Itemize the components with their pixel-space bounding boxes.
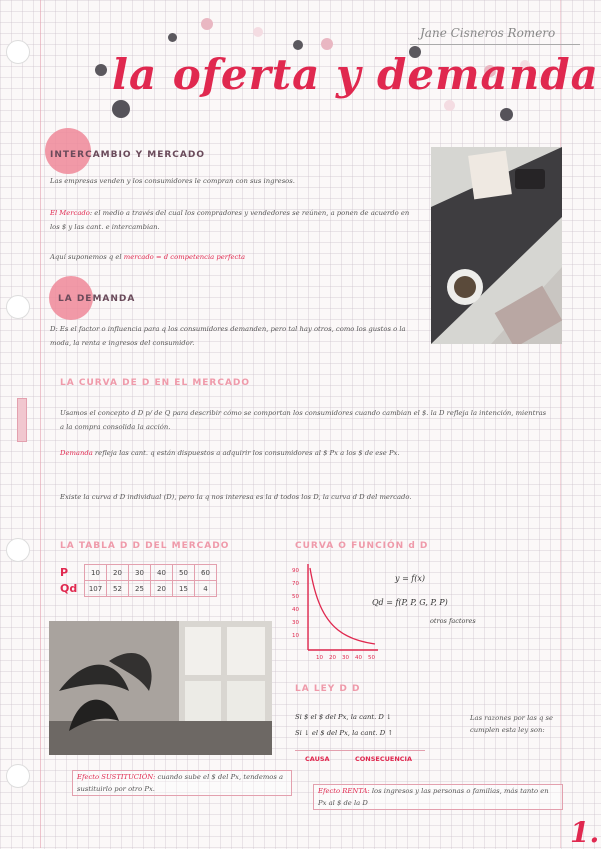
law-side-note: Las razones por las q se cumplen esta ley son: — [470, 714, 553, 734]
x-tick-label: 30 — [342, 655, 349, 661]
paragraph: El Mercado: el medio a través del cual los compradores y vendedores se reúnen, a ponen de acuerdo en los $ y las cant. e intercambian. — [50, 209, 410, 231]
formula-note: otros factores — [430, 617, 476, 625]
table-cell: 40 — [151, 565, 173, 581]
decor-dot — [253, 27, 263, 37]
table-cell: 10 — [85, 565, 107, 581]
x-tick-label: 20 — [329, 655, 336, 661]
x-tick-label: 10 — [316, 655, 323, 661]
note-income: Efecto RENTA: los ingresos y las personas o familias, más tanto en Px al $ de la D — [313, 784, 563, 810]
decor-dot — [444, 100, 455, 111]
row-label: P — [60, 566, 69, 579]
margin-line — [40, 0, 41, 848]
y-tick-label: 50 — [292, 594, 299, 600]
margin-tab — [17, 398, 27, 442]
term-demanda: Demanda — [60, 449, 93, 457]
table-cell: 50 — [173, 565, 195, 581]
decor-dot — [293, 40, 303, 50]
section-heading-curva-mercado: LA CURVA DE D EN EL MERCADO — [60, 378, 251, 388]
row-label: Qd — [60, 582, 78, 595]
law-line: Si $ el $ del Px, la cant. D ↓ — [295, 713, 392, 721]
table-cell: 107 — [85, 581, 107, 597]
note-substitution: Efecto SUSTITUCIÓN: cuando sube el $ del Px, tendemos a sustituirlo por otro Px. — [72, 770, 292, 796]
paragraph: Existe la curva d D individual (D), pero la q nos interesa es la d todos los D, la curva d D del mercado. — [60, 493, 412, 501]
curve-heading: CURVA O FUNCIÓN d D — [295, 541, 429, 551]
law-divider — [295, 750, 425, 751]
y-tick-label: 40 — [292, 607, 299, 613]
paragraph: Demanda refleja las cant. q están dispuestos a adquirir los consumidores al $ Px a los $ de ese Px. — [60, 449, 400, 457]
formula-general: y = f(x) — [395, 574, 426, 583]
x-tick-label: 40 — [355, 655, 362, 661]
note-substitution-label: Efecto SUSTITUCIÓN: — [77, 773, 156, 781]
price-quantity-table — [60, 564, 217, 597]
section-heading-demanda: LA DEMANDA — [58, 294, 136, 304]
x-tick-labels — [316, 655, 375, 661]
table-cell: 52 — [107, 581, 129, 597]
paragraph: D: Es el factor o influencia para q los consumidores demanden, pero tal hay otros, como los gustos o la moda, la renta e ingresos del consumidor. — [50, 325, 406, 347]
paragraph: Usamos el concepto d D p/ de Q para describir cómo se comportan los consumidores cuando cambian el $. la D refleja la intención, mientras a la compra consolida la acción. — [60, 409, 547, 431]
table-row — [60, 581, 217, 597]
page-number: 1. — [570, 816, 600, 849]
y-tick-label: 70 — [292, 581, 299, 587]
author-underline — [410, 44, 580, 45]
table-cell: 25 — [129, 581, 151, 597]
binder-hole — [6, 538, 30, 562]
demand-curve-graph — [283, 558, 383, 672]
decor-dot — [321, 38, 333, 50]
note-income-label: Efecto RENTA: — [318, 787, 370, 795]
author-name: Jane Cisneros Romero — [420, 26, 556, 40]
table-row — [60, 565, 217, 581]
photo-desk — [431, 147, 562, 344]
x-tick-label: 50 — [368, 655, 375, 661]
binder-hole — [6, 295, 30, 319]
y-tick-labels — [292, 568, 299, 639]
table-cell: 60 — [195, 565, 217, 581]
table-cell: 20 — [151, 581, 173, 597]
decor-dot — [112, 100, 130, 118]
decor-dot — [500, 108, 513, 121]
table-cell: 4 — [195, 581, 217, 597]
paragraph: Aquí suponemos q el mercado = d competencia perfecta — [50, 253, 246, 261]
binder-hole — [6, 764, 30, 788]
margin-line — [560, 0, 561, 848]
table-cell: 30 — [129, 565, 151, 581]
law-line: Si ↓ el $ del Px, la cant. D ↑ — [295, 729, 394, 737]
label-consequence: CONSECUENCIA — [355, 755, 413, 763]
y-tick-label: 30 — [292, 620, 299, 626]
decor-dot — [201, 18, 213, 30]
y-tick-label: 90 — [292, 568, 299, 574]
section-heading-intercambio: INTERCAMBIO Y MERCADO — [50, 150, 205, 160]
table-cell: 15 — [173, 581, 195, 597]
term-mercado: El Mercado — [50, 209, 90, 217]
page-title: la oferta y demanda — [112, 50, 599, 99]
formula-demand: Qd = f(P, P, G, P, P) — [372, 598, 448, 607]
binder-hole — [6, 40, 30, 64]
law-heading: LA LEY D D — [295, 684, 361, 694]
label-cause: CAUSA — [305, 755, 330, 763]
paragraph: Las empresas venden y los consumidores le compran con sus ingresos. — [50, 177, 295, 185]
table-cell: 20 — [107, 565, 129, 581]
decor-dot — [95, 64, 107, 76]
y-tick-label: 10 — [292, 633, 299, 639]
table-heading: LA TABLA D D DEL MERCADO — [60, 541, 230, 551]
decor-dot — [168, 33, 177, 42]
photo-window-plant — [49, 621, 272, 755]
